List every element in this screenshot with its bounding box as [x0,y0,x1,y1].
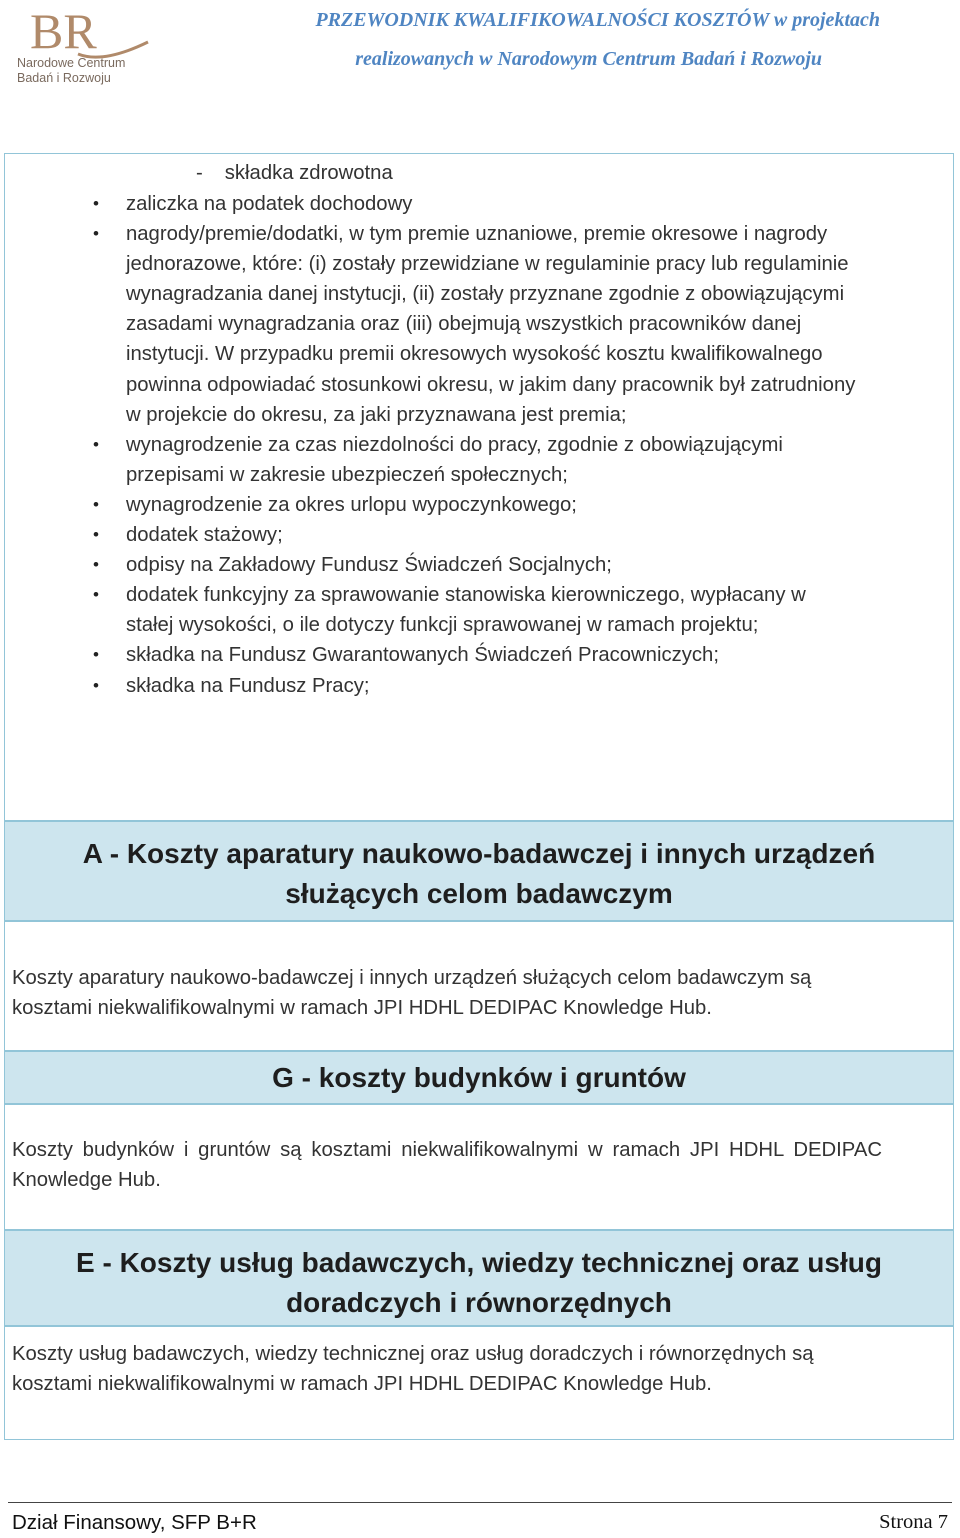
list-item: • składka na Fundusz Pracy; [0,671,960,701]
list-item: • składka na Fundusz Gwarantowanych Świadczeń Pracowniczych; [0,640,960,670]
section-g-text: Koszty budynków i gruntów są kosztami niekwalifikowalnymi w ramach JPI HDHL DEDIPAC Knowledge Hub. [12,1139,882,1191]
list-item: • wynagrodzenie za okres urlopu wypoczynkowego; [0,490,960,520]
header-title-line2: realizowanych w Narodowym Centrum Badań i Rozwoju [355,48,822,70]
section-g-heading: G - koszty budynków i gruntów [4,1051,954,1104]
logo-caption: Narodowe Centrum Badań i Rozwoju [17,56,126,85]
logo-letters: BR [30,4,97,59]
section-e-text: Koszty usług badawczych, wiedzy technicznej oraz usług doradczych i równorzędnych są kosztami niekwalifikowalnymi w ramach JPI HDHL DEDIPAC Knowledge Hub. [12,1343,814,1395]
page-number: Strona 7 [879,1511,948,1533]
ncbr-logo [8,4,168,96]
section-a-heading: A - Koszty aparatury naukowo-badawczej i innych urządzeń służących celom badawczym [4,821,954,921]
cost-items-list [0,189,960,701]
list-item: • odpisy na Zakładowy Fundusz Świadczeń Socjalnych; [0,550,960,580]
list-item: • nagrody/premie/dodatki, w tym premie uznaniowe, premie okresowe i nagrody jednorazowe, które: (i) zostały przewidziane w regulaminie pracy lub regulaminie wynagradzania danej instytucji, (ii) zostały przyznane zgodnie z obowiązującymi zasadami wynagradzania oraz (iii) obejmują wszystkich pracowników danej instytucji. W przypadku premii okresowych wysokość kosztu kwalifikowalnego powinna odpowiadać stosunkowi okresu, w jakim dany pracownik był zatrudniony w projekcie do okresu, za jaki przyznawana jest premia; [0,219,960,430]
section-a-text: Koszty aparatury naukowo-badawczej i innych urządzeń służących celom badawczym są kosztami niekwalifikowalnymi w ramach JPI HDHL DEDIPAC Knowledge Hub. [12,967,812,1019]
header-title-line1: PRZEWODNIK KWALIFIKOWALNOŚCI KOSZTÓW w projektach [315,9,880,31]
list-item: • dodatek stażowy; [0,520,960,550]
footer-department: Dział Finansowy, SFP B+R [12,1511,257,1534]
list-item: • dodatek funkcyjny za sprawowanie stanowiska kierowniczego, wypłacany w stałej wysokości, o ile dotyczy funkcji sprawowanej w ramach projektu; [0,580,960,640]
list-item: • wynagrodzenie za czas niezdolności do pracy, zgodnie z obowiązującymi przepisami w zakresie ubezpieczeń społecznych; [0,430,960,490]
section-e-heading: E - Koszty usług badawczych, wiedzy technicznej oraz usług doradczych i równorzędnych [4,1230,954,1326]
page-header [0,0,960,100]
list-item: • zaliczka na podatek dochodowy [0,189,960,219]
footer-divider [8,1502,952,1503]
dash-item: - składka zdrowotna [196,162,393,184]
ncbr-logo-mark [8,4,168,64]
